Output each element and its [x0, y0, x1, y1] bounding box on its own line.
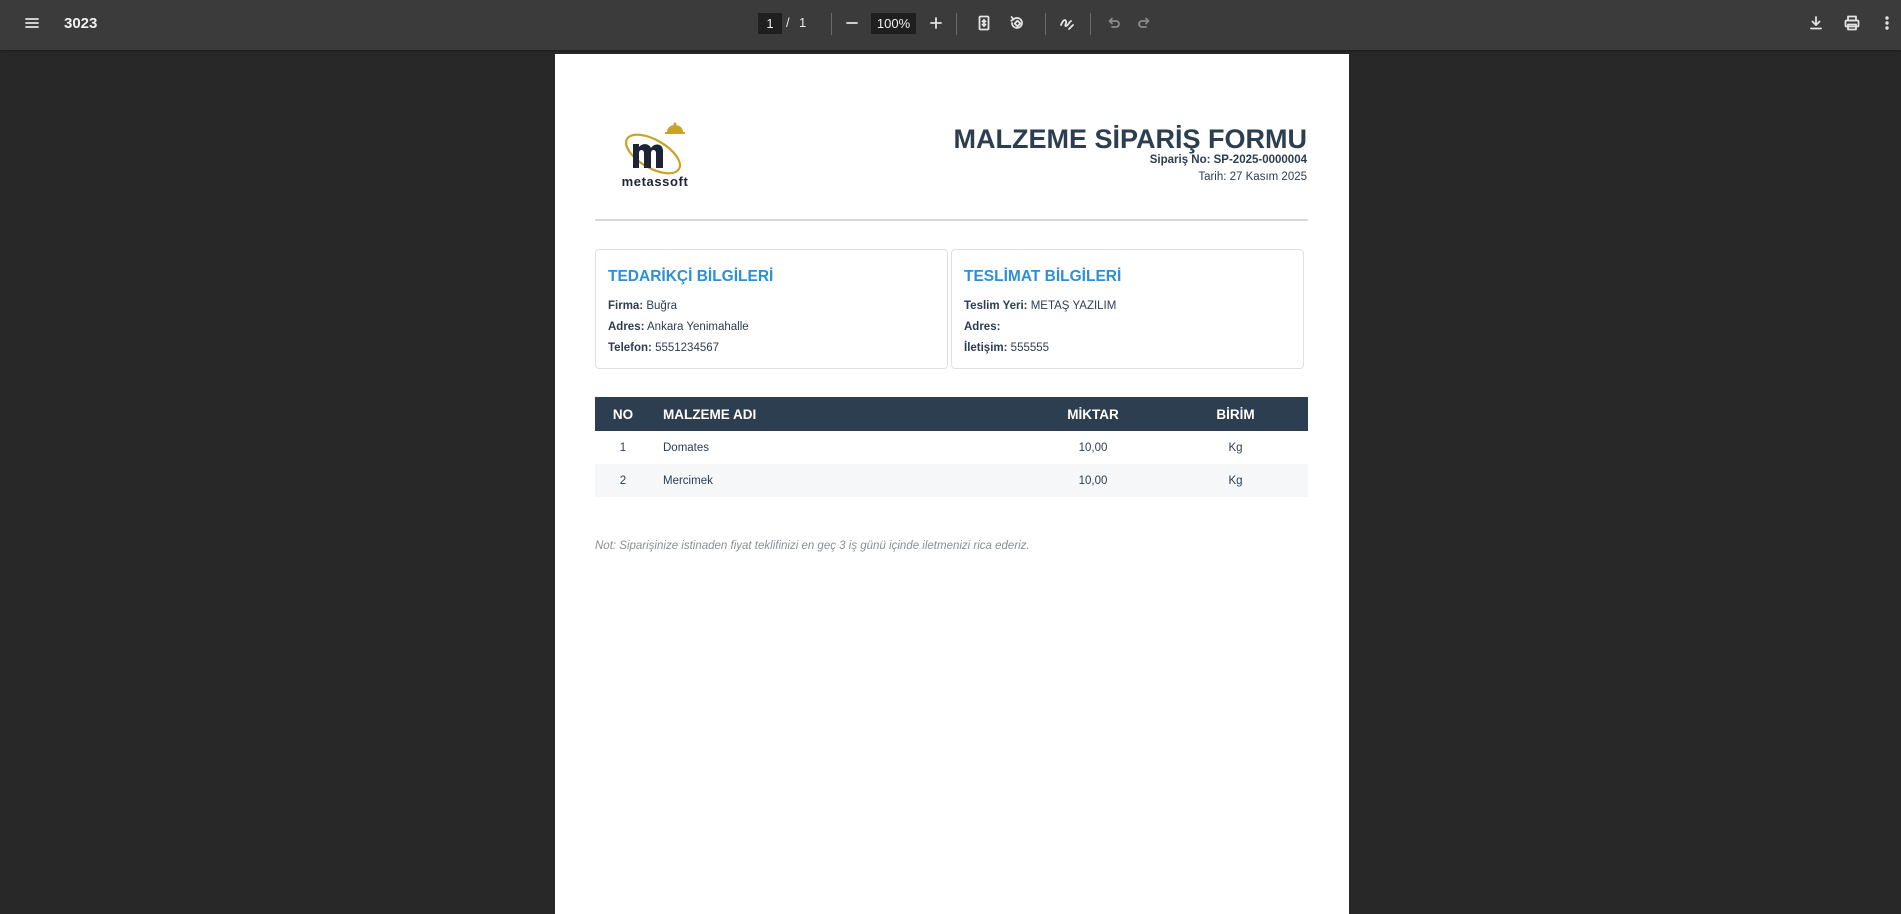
toolbar-divider	[831, 13, 832, 35]
supplier-phone	[608, 342, 935, 355]
cell-unit: Kg	[1228, 474, 1243, 487]
more-icon[interactable]	[1871, 7, 1901, 39]
delivery-address	[964, 321, 1291, 334]
print-icon[interactable]	[1836, 7, 1868, 39]
table-row	[595, 431, 1308, 464]
page-separator: /	[786, 15, 790, 30]
form-title: MALZEME SİPARİŞ FORMU	[953, 124, 1307, 154]
toolbar-divider	[1090, 13, 1091, 35]
zoom-level-input[interactable]: 100%	[871, 13, 916, 34]
cell-item-name: Domates	[663, 441, 710, 454]
download-icon[interactable]	[1800, 7, 1832, 39]
fit-page-icon[interactable]	[968, 7, 1000, 39]
delivery-place	[964, 300, 1291, 313]
draw-icon[interactable]	[1051, 7, 1083, 39]
header-unit: BİRİM	[1216, 406, 1255, 422]
header-no: NO	[612, 406, 634, 422]
phone-label: Telefon:	[608, 342, 652, 354]
place-label: Teslim Yeri:	[964, 300, 1028, 312]
page-total: 1	[799, 15, 807, 30]
delivery-card	[951, 249, 1304, 369]
address-label: Adres:	[608, 321, 645, 333]
document-title: 3023	[64, 15, 98, 32]
order-number: Sipariş No: SP-2025-0000004	[1149, 154, 1307, 166]
pdf-page	[555, 54, 1349, 914]
address-value: Ankara Yenimahalle	[647, 321, 749, 333]
supplier-address	[608, 321, 935, 334]
cell-quantity: 10,00	[1078, 441, 1108, 454]
delivery-contact	[964, 342, 1291, 355]
table-header-row	[595, 397, 1308, 431]
order-date: Tarih: 27 Kasım 2025	[1198, 171, 1307, 183]
rotate-icon[interactable]	[1001, 7, 1033, 39]
phone-value: 5551234567	[655, 342, 720, 354]
footer-note: Not: Siparişinize istinaden fiyat teklifinizi en geç 3 iş günü içinde iletmenizi rica ederiz.	[595, 540, 1030, 552]
cell-unit: Kg	[1228, 441, 1243, 454]
toolbar-divider	[1045, 13, 1046, 35]
zoom-in-icon[interactable]	[920, 7, 952, 39]
contact-value: 555555	[1010, 342, 1050, 354]
supplier-heading: TEDARİKÇİ BİLGİLERİ	[608, 268, 774, 285]
items-table	[595, 397, 1308, 497]
cell-quantity: 10,00	[1078, 474, 1108, 487]
redo-icon[interactable]	[1129, 7, 1161, 39]
place-value: METAŞ YAZILIM	[1030, 300, 1117, 312]
header-divider	[595, 219, 1308, 221]
page-number-input[interactable]: 1	[758, 13, 782, 34]
firm-value: Buğra	[646, 300, 678, 312]
header-quantity: MİKTAR	[1067, 406, 1119, 422]
menu-icon[interactable]	[16, 7, 48, 39]
delivery-heading: TESLİMAT BİLGİLERİ	[964, 268, 1122, 285]
table-row	[595, 464, 1308, 497]
address-label: Adres:	[964, 321, 1001, 333]
pdf-toolbar	[0, 0, 1901, 50]
supplier-card	[595, 249, 948, 369]
cell-no: 2	[619, 474, 627, 487]
contact-label: İletişim:	[964, 342, 1008, 354]
cell-item-name: Mercimek	[663, 474, 713, 487]
header-item-name: MALZEME ADI	[663, 406, 757, 422]
logo-text: metassoft	[621, 174, 689, 189]
toolbar-divider	[956, 13, 957, 35]
undo-icon[interactable]	[1097, 7, 1129, 39]
supplier-firm	[608, 300, 935, 313]
firm-label: Firma:	[608, 300, 644, 312]
zoom-out-icon[interactable]	[836, 7, 868, 39]
cell-no: 1	[619, 441, 627, 454]
